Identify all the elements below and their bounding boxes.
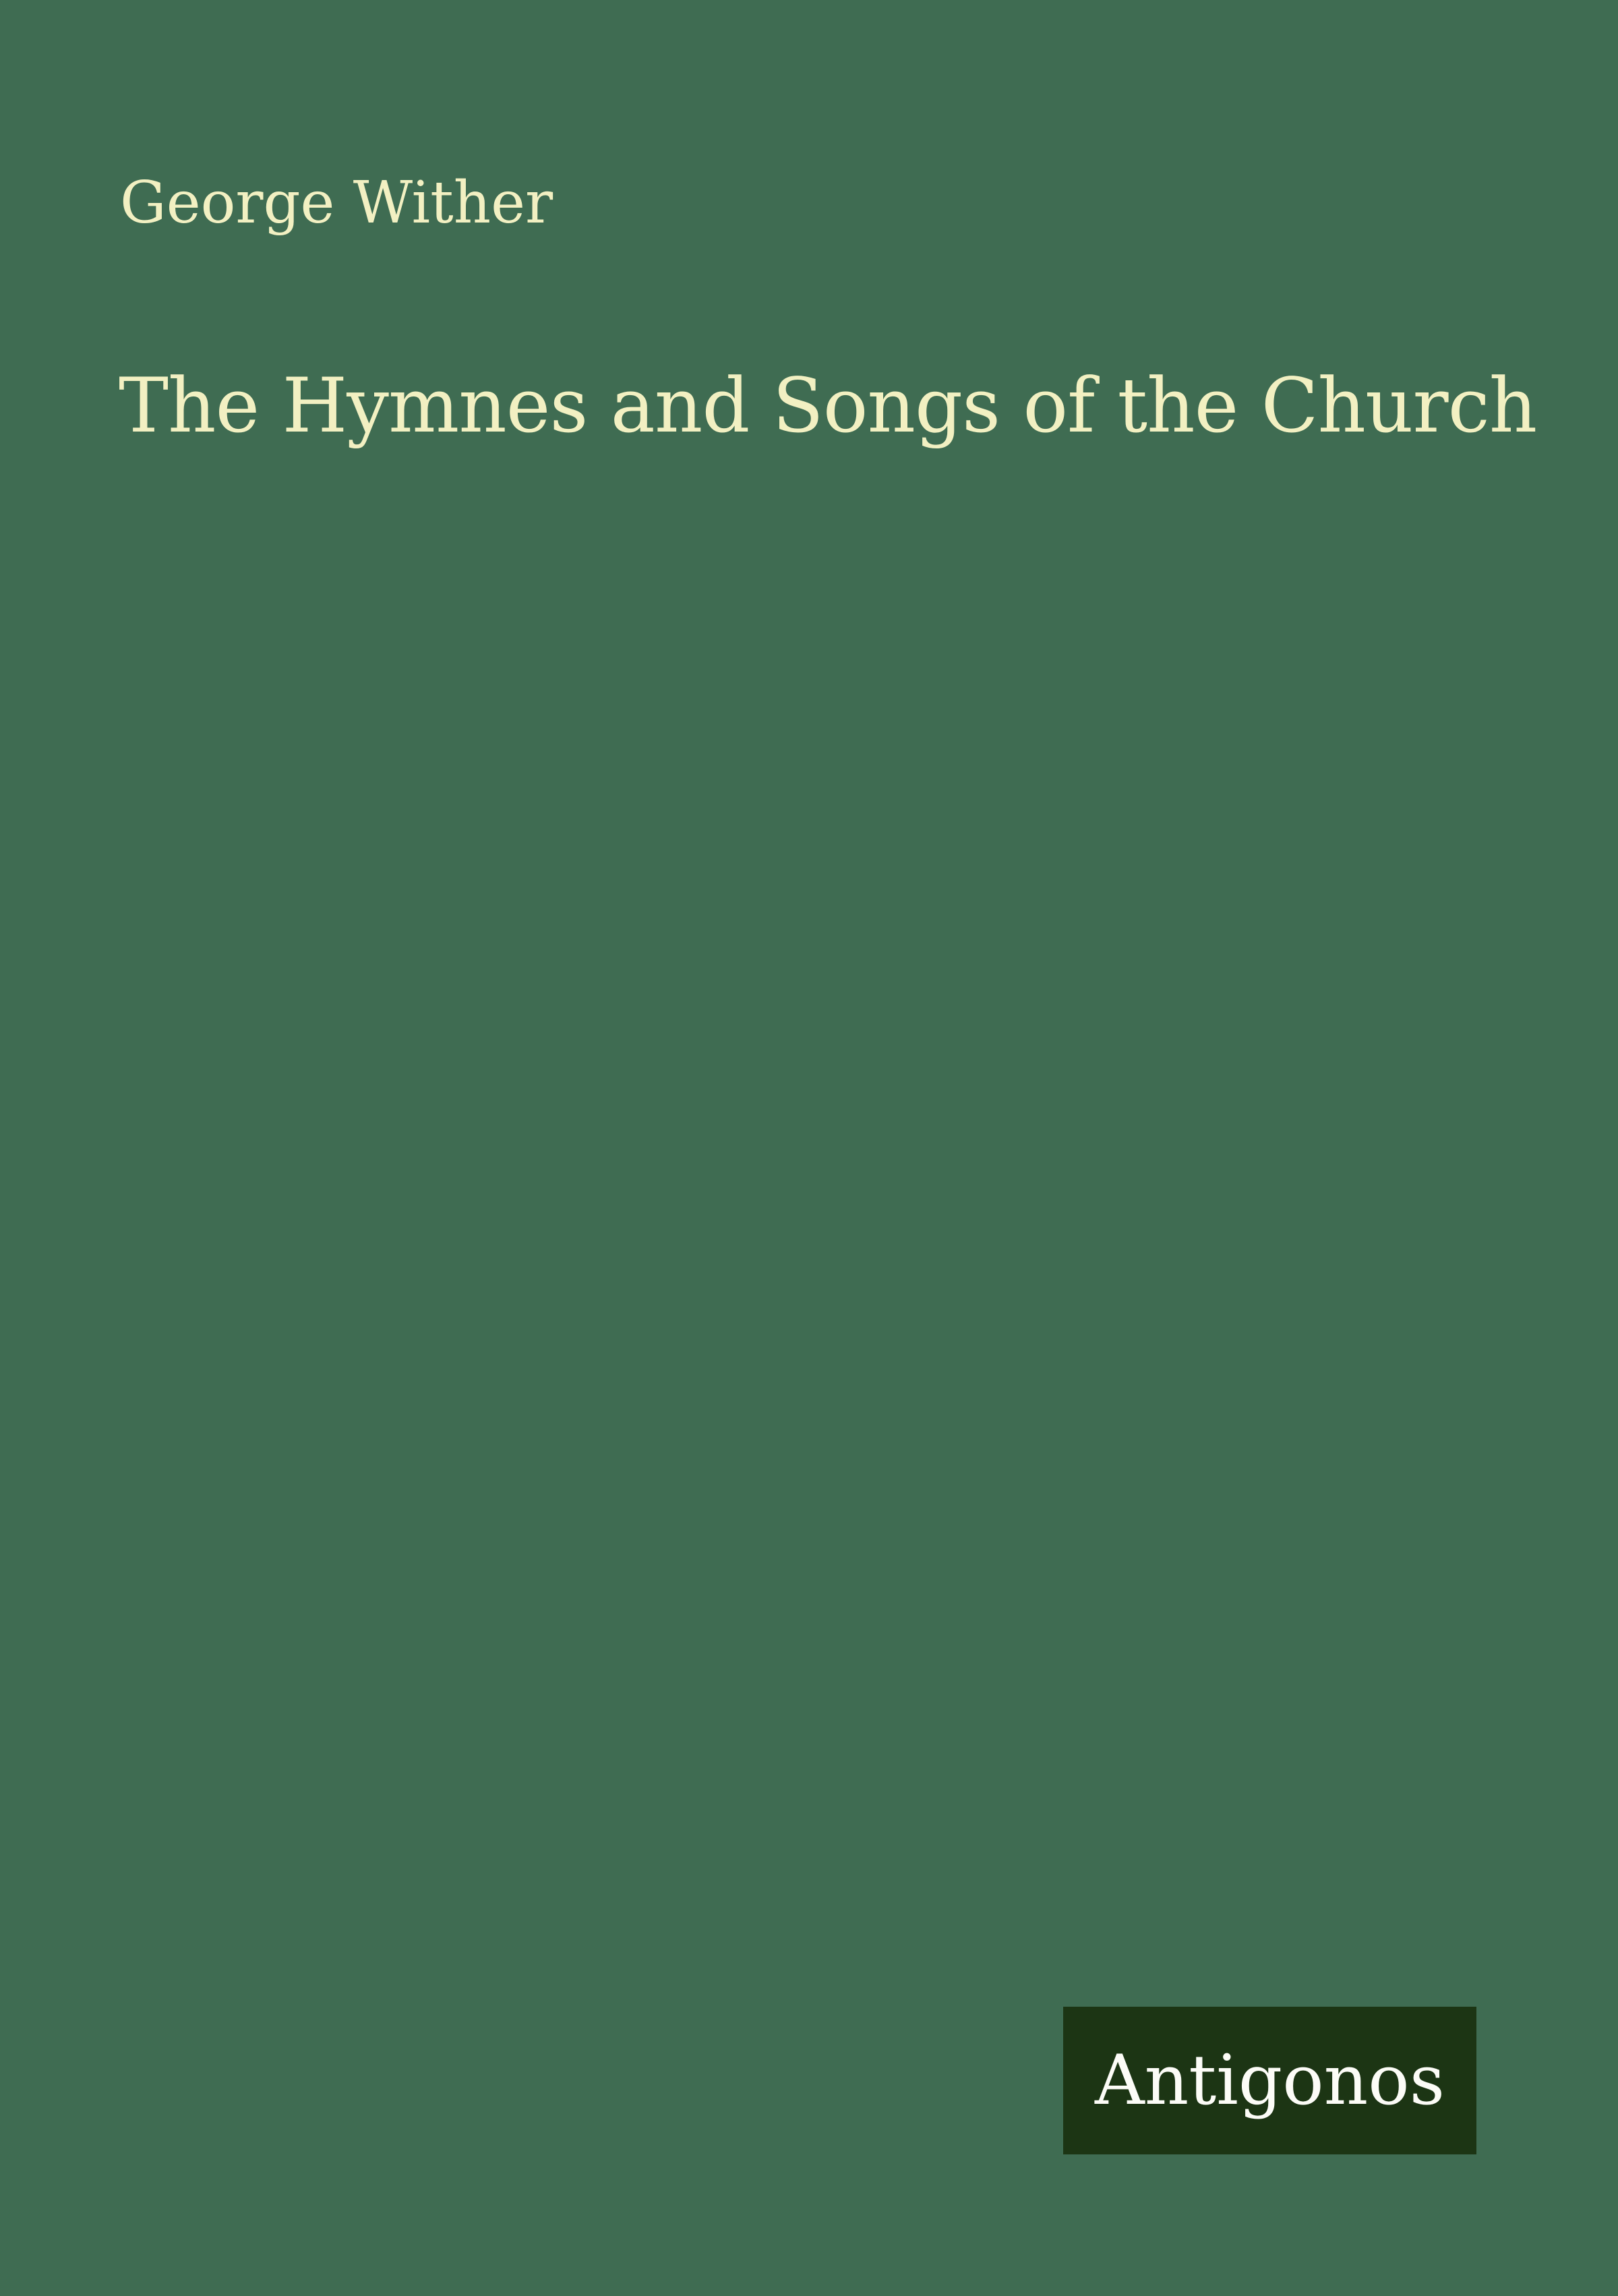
author-name: George Wither <box>120 169 553 237</box>
publisher-name: Antigonos <box>1094 2040 1445 2121</box>
book-title: The Hymnes and Songs of the Church <box>119 363 1537 450</box>
publisher-badge <box>1063 2007 1476 2154</box>
